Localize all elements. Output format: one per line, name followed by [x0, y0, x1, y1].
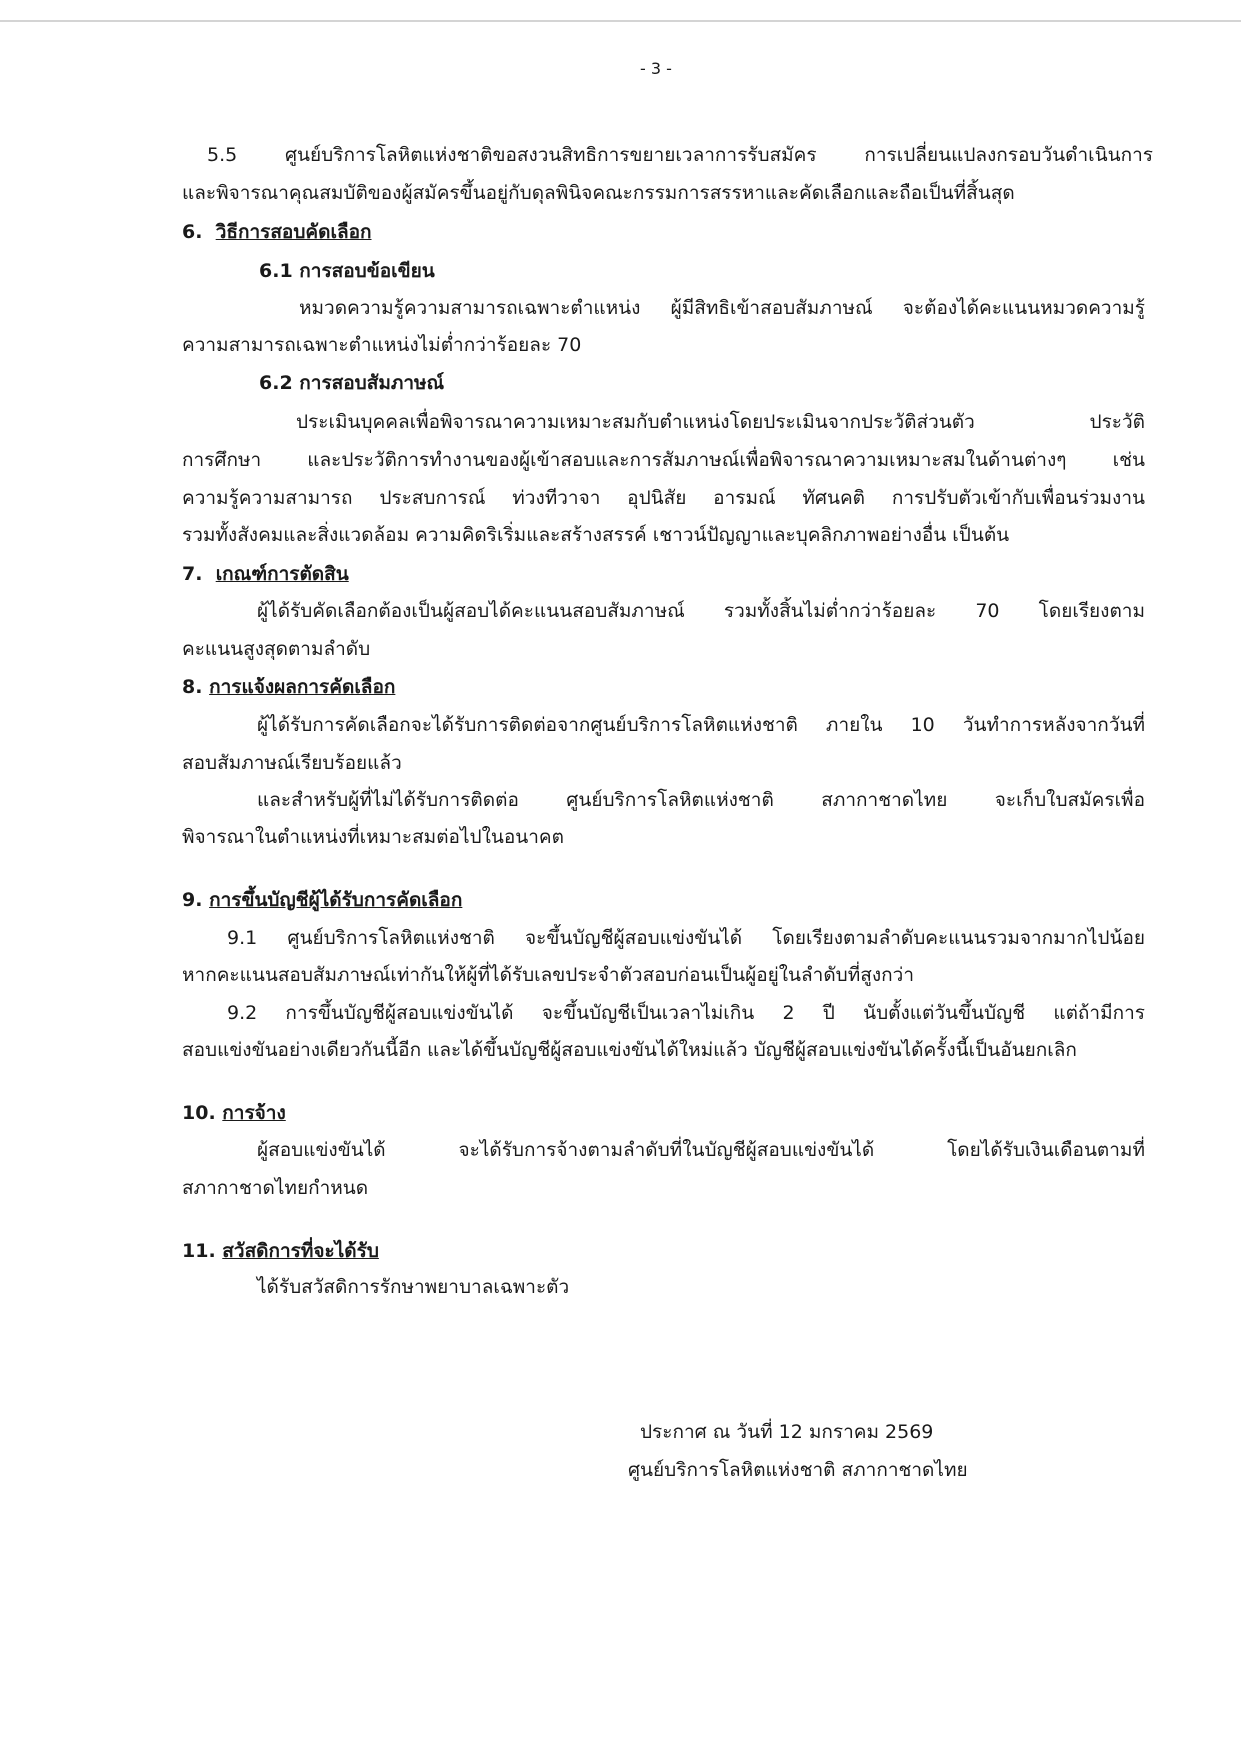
- section-6-1-title: 6.1 การสอบข้อเขียน: [259, 260, 435, 282]
- section-8-line4: พิจารณาในตำแหน่งที่เหมาะสมต่อไปในอนาคต: [182, 826, 564, 848]
- section-9-title: การขึ้นบัญชีผู้ได้รับการคัดเลือก: [209, 889, 463, 911]
- section-9-number: 9.: [182, 889, 203, 911]
- section-7-line2: คะแนนสูงสุดตามลำดับ: [182, 638, 371, 660]
- section-9-line4: สอบแข่งขันอย่างเดียวกันนี้อีก และได้ขึ้นบัญชีผู้สอบแข่งขันได้ใหม่แล้ว บัญชีผู้สอบแข่งขันได้ครั้งนี้เป็นอันยกเลิก: [182, 1039, 1077, 1061]
- section-9-line2: หากคะแนนสอบสัมภาษณ์เท่ากันให้ผู้ที่ได้รับเลขประจำตัวสอบก่อนเป็นผู้อยู่ในลำดับที่สูงกว่า: [182, 964, 914, 986]
- issuing-organization: ศูนย์บริการโลหิตแห่งชาติ สภากาชาดไทย: [628, 1459, 968, 1481]
- section-8-heading: [182, 674, 395, 700]
- section-7-title: เกณฑ์การตัดสิน: [215, 563, 349, 585]
- p5-5-line1: 5.5 ศูนย์บริการโลหิตแห่งชาติขอสงวนสิทธิการขยายเวลาการรับสมัคร การเปลี่ยนแปลงกรอบวันดำเนินการ: [207, 144, 1153, 166]
- section-9-line3: 9.2 การขึ้นบัญชีผู้สอบแข่งขันได้ จะขึ้นบัญชีเป็นเวลาไม่เกิน 2 ปี นับตั้งแต่วันขึ้นบัญชี แต่ถ้ามีการ: [227, 1002, 1145, 1024]
- section-7-number: 7.: [182, 563, 203, 585]
- section-10-line2: สภากาชาดไทยกำหนด: [182, 1177, 369, 1199]
- scan-edge-line: [0, 20, 1241, 22]
- announcement-date: ประกาศ ณ วันที่ 12 มกราคม 2569: [640, 1421, 934, 1443]
- section-10-heading: [182, 1100, 286, 1126]
- section-6-title: วิธีการสอบคัดเลือก: [215, 221, 372, 243]
- section-10-number: 10.: [182, 1102, 216, 1124]
- section-11-number: 11.: [182, 1240, 216, 1262]
- section-7-line1: ผู้ได้รับคัดเลือกต้องเป็นผู้สอบได้คะแนนสอบสัมภาษณ์ รวมทั้งสิ้นไม่ต่ำกว่าร้อยละ 70 โดยเรียงตาม: [257, 600, 1145, 622]
- section-11-line1: ได้รับสวัสดิการรักษาพยาบาลเฉพาะตัว: [257, 1276, 570, 1298]
- section-6-number: 6.: [182, 221, 203, 243]
- section-10-title: การจ้าง: [222, 1102, 286, 1124]
- section-9-line1: 9.1 ศูนย์บริการโลหิตแห่งชาติ จะขึ้นบัญชีผู้สอบแข่งขันได้ โดยเรียงตามลำดับคะแนนรวมจากมากไปน้อย: [227, 927, 1145, 949]
- section-8-number: 8.: [182, 676, 203, 698]
- section-6-heading: [182, 219, 372, 245]
- section-6-2-line1: ประเมินบุคคลเพื่อพิจารณาความเหมาะสมกับตำแหน่งโดยประเมินจากประวัติส่วนตัว ประวัติ: [296, 411, 1145, 433]
- section-8-line2: สอบสัมภาษณ์เรียบร้อยแล้ว: [182, 752, 402, 774]
- section-6-2-line4: รวมทั้งสังคมและสิ่งแวดล้อม ความคิดริเริ่มและสร้างสรรค์ เชาวน์ปัญญาและบุคลิกภาพอย่างอื่น เป็นต้น: [182, 524, 1010, 546]
- section-8-line1: ผู้ได้รับการคัดเลือกจะได้รับการติดต่อจากศูนย์บริการโลหิตแห่งชาติ ภายใน 10 วันทำการหลังจากวันที่: [257, 714, 1145, 736]
- section-11-title: สวัสดิการที่จะได้รับ: [222, 1240, 379, 1262]
- p5-5-line2: และพิจารณาคุณสมบัติของผู้สมัครขึ้นอยู่กับดุลพินิจคณะกรรมการสรรหาและคัดเลือกและถือเป็นที่สิ้นสุด: [182, 182, 1015, 204]
- section-6-2-line2: การศึกษา และประวัติการทำงานของผู้เข้าสอบและการสัมภาษณ์เพื่อพิจารณาความเหมาะสมในด้านต่างๆ เช่น: [182, 449, 1145, 471]
- section-6-2-line3: ความรู้ความสามารถ ประสบการณ์ ท่วงทีวาจา อุปนิสัย อารมณ์ ทัศนคติ การปรับตัวเข้ากับเพื่อนร่วมงาน: [182, 487, 1145, 509]
- section-6-1-line1: หมวดความรู้ความสามารถเฉพาะตำแหน่ง ผู้มีสิทธิเข้าสอบสัมภาษณ์ จะต้องได้คะแนนหมวดความรู้: [299, 297, 1145, 319]
- section-6-1-line2: ความสามารถเฉพาะตำแหน่งไม่ต่ำกว่าร้อยละ 70: [182, 334, 582, 356]
- section-8-line3: และสำหรับผู้ที่ไม่ได้รับการติดต่อ ศูนย์บริการโลหิตแห่งชาติ สภากาชาดไทย จะเก็บใบสมัครเพื่อ: [257, 789, 1145, 811]
- section-6-2-title: 6.2 การสอบสัมภาษณ์: [259, 372, 445, 394]
- section-10-line1: ผู้สอบแข่งขันได้ จะได้รับการจ้างตามลำดับที่ในบัญชีผู้สอบแข่งขันได้ โดยได้รับเงินเดือนตามที่: [257, 1139, 1145, 1161]
- section-8-title: การแจ้งผลการคัดเลือก: [209, 676, 396, 698]
- section-7-heading: [182, 561, 349, 587]
- section-9-heading: [182, 887, 462, 913]
- section-11-heading: [182, 1238, 379, 1264]
- page-number: - 3 -: [640, 59, 672, 78]
